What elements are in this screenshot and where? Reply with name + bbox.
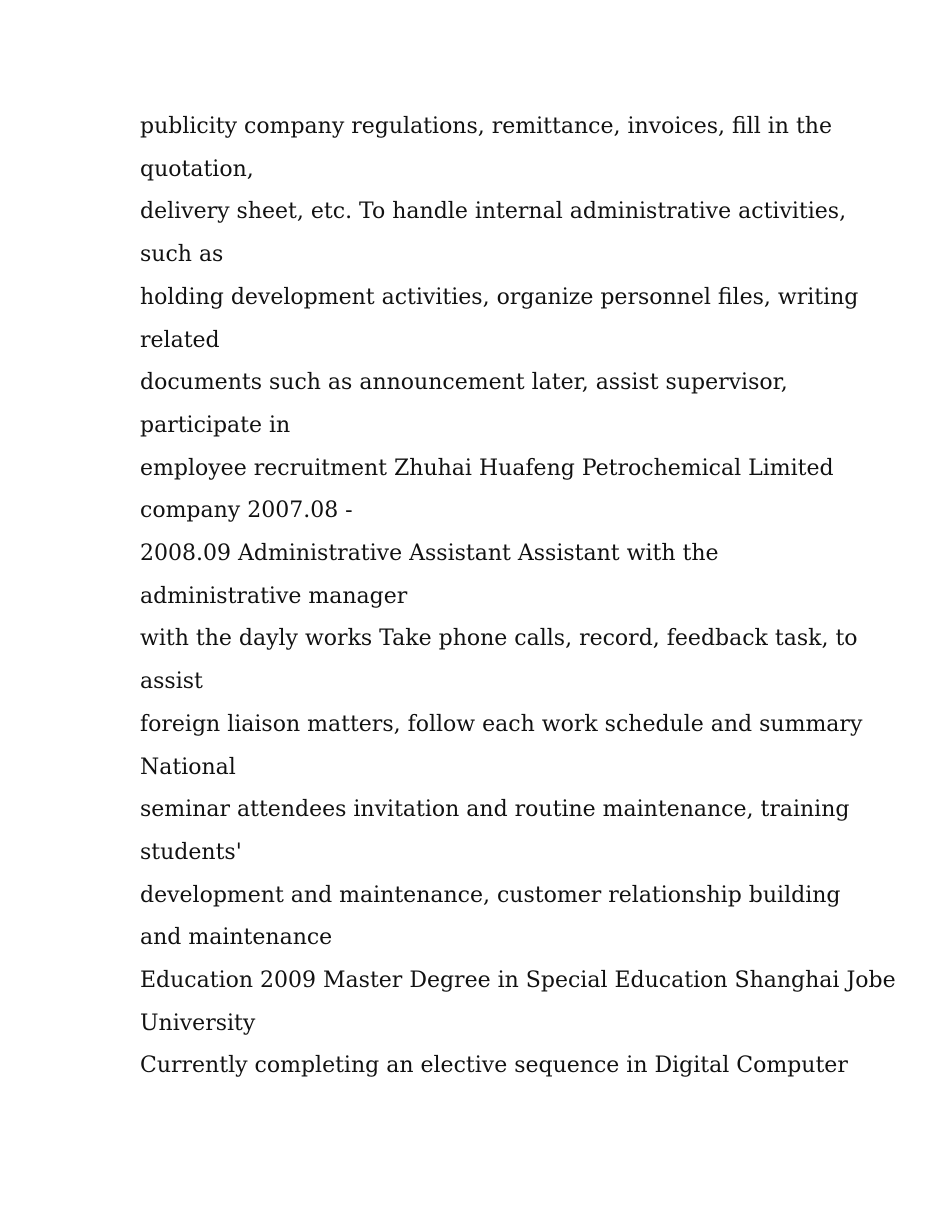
text-line: foreign liaison matters, follow each work schedule and summary — [140, 711, 863, 737]
text-line: publicity company regulations, remittance, invoices, fill in the — [140, 114, 832, 139]
text-line: seminar attendees invitation and routine maintenance, training — [140, 797, 850, 823]
text-line: and maintenance — [140, 925, 333, 951]
text-line: participate in — [140, 412, 291, 438]
text-line: quotation, — [140, 156, 254, 182]
text-line: 2008.09 Administrative Assistant Assistant with the — [140, 541, 719, 567]
text-line: employee recruitment Zhuhai Huafeng Petrochemical Limited — [140, 455, 834, 481]
text-line: National — [140, 754, 236, 780]
text-line: University — [140, 1010, 256, 1036]
text-line: administrative manager — [140, 583, 408, 609]
document-body — [140, 106, 896, 1088]
text-line: company 2007.08 - — [140, 498, 353, 524]
text-line: development and maintenance, customer relationship building — [140, 882, 841, 908]
text-line: such as — [140, 242, 224, 268]
text-line: Currently completing an elective sequence in Digital Computer — [140, 1053, 848, 1079]
text-line: holding development activities, organize personnel files, writing — [140, 284, 859, 310]
text-line: documents such as announcement later, assist supervisor, — [140, 370, 788, 396]
text-line: delivery sheet, etc. To handle internal administrative activities, — [140, 199, 847, 225]
text-line: related — [140, 327, 220, 353]
text-line: with the dayly works Take phone calls, record, feedback task, to — [140, 626, 858, 652]
text-line: assist — [140, 669, 203, 695]
text-line: Education 2009 Master Degree in Special Education Shanghai Jobe — [140, 968, 896, 994]
text-line: students' — [140, 839, 242, 865]
